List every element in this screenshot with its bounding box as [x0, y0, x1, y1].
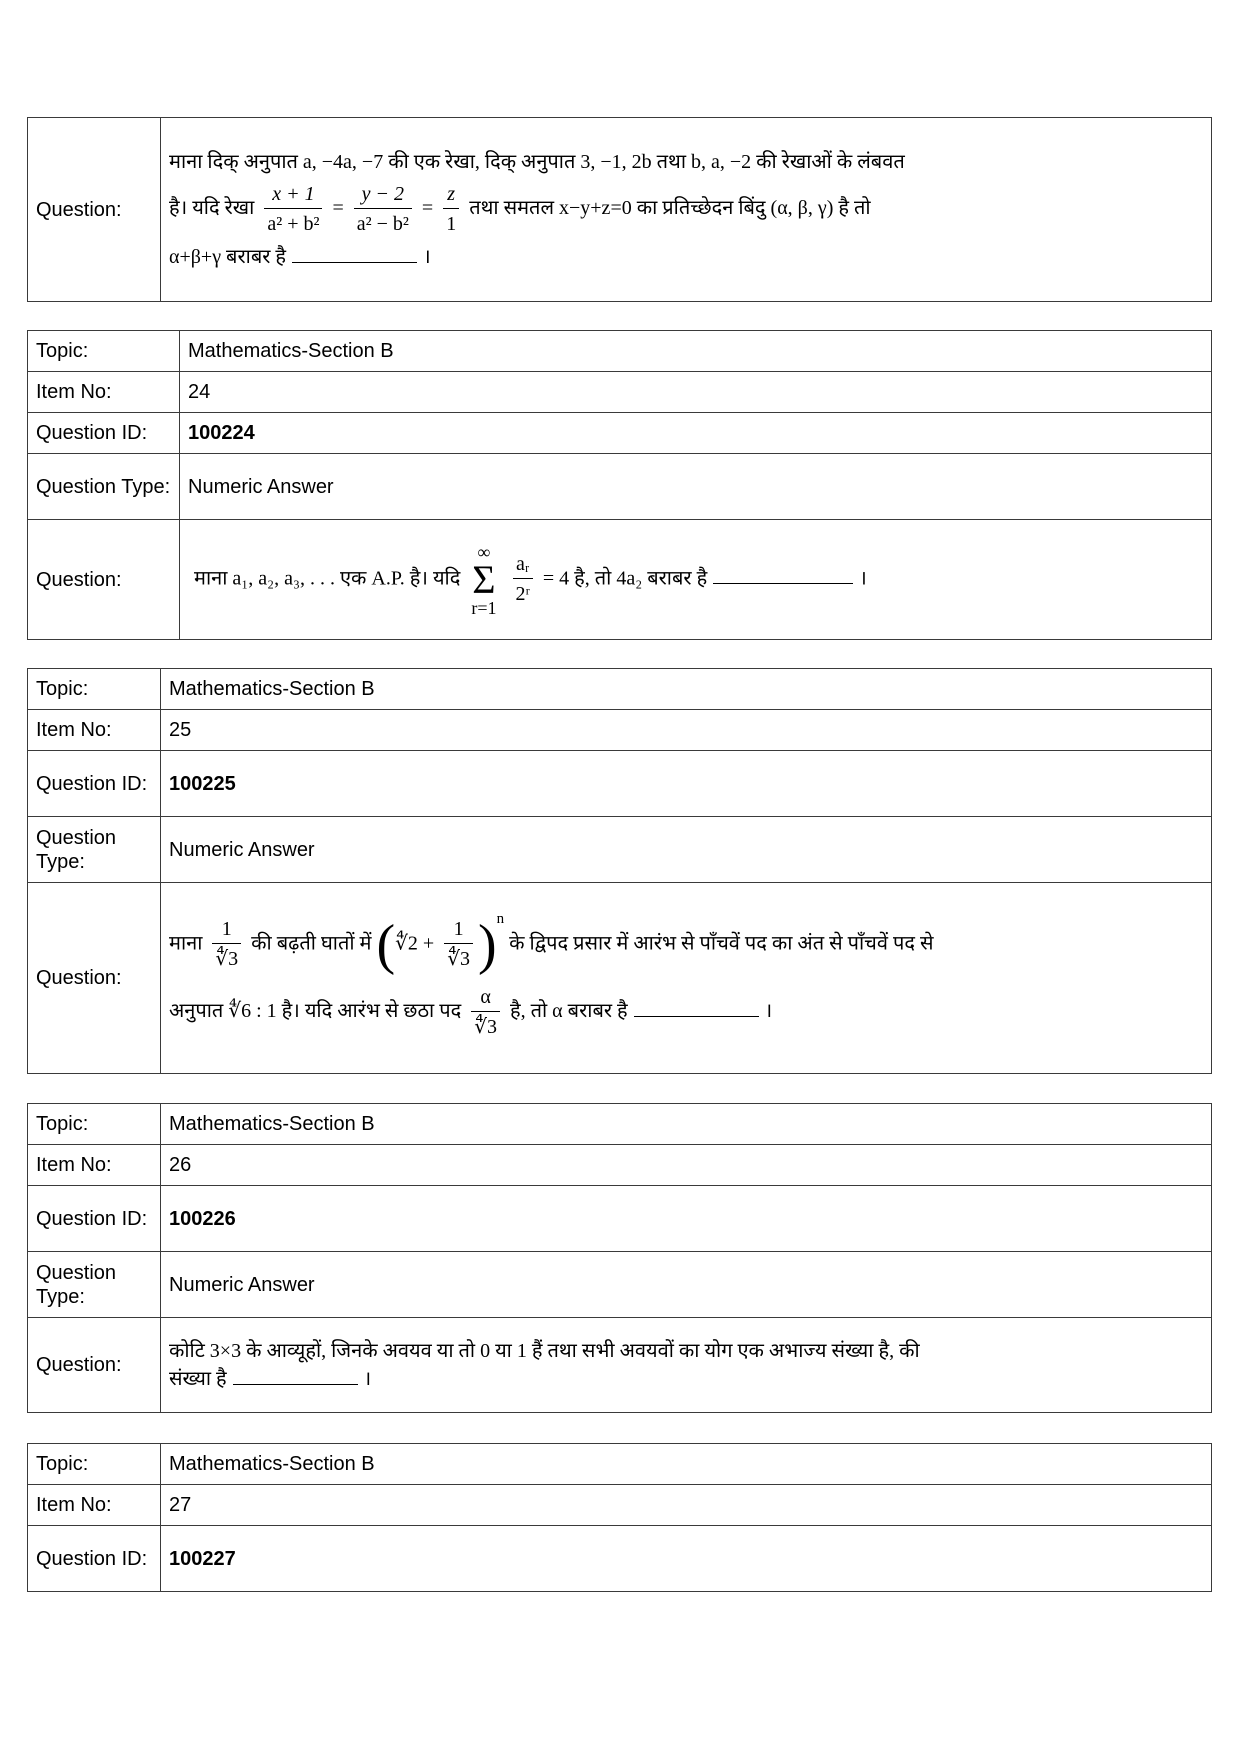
item-no-label: Item No: — [28, 1145, 161, 1186]
question-type-value: Numeric Answer — [161, 1252, 1212, 1318]
question-text: माना a₁, a₂, a₃, . . . एक A.P. है। यदि ∞ Σ r=1 $\frac{\text{aᵣ}}{\text{2ʳ}}$ = 4 है, तो 4a₂ बराबर है । — [180, 520, 1212, 640]
question-text — [161, 883, 1212, 1074]
topic-label: Topic: — [28, 1444, 161, 1485]
topic-label: Topic: — [28, 669, 161, 710]
question-id-label: Question ID: — [28, 751, 161, 817]
answer-blank — [292, 262, 417, 263]
question-id-label: Question ID: — [28, 413, 180, 454]
question-label: Question: — [28, 520, 180, 640]
summation: ∞ Σ r=1 — [471, 541, 497, 618]
item-no-label: Item No: — [28, 710, 161, 751]
question-type-value: Numeric Answer — [161, 817, 1212, 883]
topic-value: Mathematics-Section B — [180, 331, 1212, 372]
question-block-25 — [27, 668, 1212, 1074]
question-line-1: कोटि 3×3 के आव्यूहों, जिनके अवयव या तो 0 या 1 हैं तथा सभी अवयवों का योग एक अभाज्य संख्या है, की — [169, 1340, 920, 1362]
question-type-label: Question Type: — [28, 1252, 161, 1318]
question-line-2: है। यदि रेखा $\frac{x + 1}{\text{a² + b²}}$ = $\frac{y - 2}{\text{a² − b²}}$ = $\frac{z}{1}$ तथा समतल x−y+z=0 का प्रतिच्छेदन बिंदु (α, β, γ) है तो — [169, 180, 1203, 239]
question-block-23-tail — [27, 117, 1212, 302]
item-no-value: 24 — [180, 372, 1212, 413]
question-type-value: Numeric Answer — [180, 454, 1212, 520]
question-id-value: 100224 — [180, 413, 1212, 454]
topic-value: Mathematics-Section B — [161, 1444, 1212, 1485]
question-block-27 — [27, 1443, 1212, 1592]
fraction-alpha: $\frac{\alpha}{∜3}$ — [471, 983, 500, 1042]
question-label: Question: — [28, 1318, 161, 1413]
topic-value: Mathematics-Section B — [161, 669, 1212, 710]
question-line-1: माना दिक् अनुपात a, −4a, −7 की एक रेखा, दिक् अनुपात 3, −1, 2b तथा b, a, −2 की रेखाओं के लंबवत — [169, 151, 905, 173]
fraction-z: $\frac{z}{1}$ — [443, 180, 459, 239]
question-block-24 — [27, 330, 1212, 640]
question-block-26 — [27, 1103, 1212, 1413]
question-type-label: Question Type: — [28, 454, 180, 520]
question-id-label: Question ID: — [28, 1186, 161, 1252]
question-text — [161, 118, 1212, 302]
topic-label: Topic: — [28, 1104, 161, 1145]
question-type-label: Question Type: — [28, 817, 161, 883]
topic-label: Topic: — [28, 331, 180, 372]
question-id-value: 100226 — [161, 1186, 1212, 1252]
answer-blank — [713, 583, 853, 584]
item-no-label: Item No: — [28, 372, 180, 413]
item-no-value: 27 — [161, 1485, 1212, 1526]
question-text — [161, 1318, 1212, 1413]
question-id-value: 100225 — [161, 751, 1212, 817]
item-no-value: 25 — [161, 710, 1212, 751]
item-no-value: 26 — [161, 1145, 1212, 1186]
fraction-y: $\frac{y - 2}{\text{a² − b²}}$ — [354, 180, 412, 239]
question-id-label: Question ID: — [28, 1526, 161, 1592]
question-line-2: अनुपात ∜6 : 1 है। यदि आरंभ से छठा पद $\frac{\alpha}{∜3}$ है, तो α बराबर है । — [169, 983, 1203, 1042]
fraction-1-over-root3-b: $\frac{1}{∜3}$ — [444, 915, 473, 974]
question-line-2: संख्या है । — [169, 1368, 372, 1390]
answer-blank — [233, 1384, 358, 1385]
question-line-1: माना $\frac{1}{∜3}$ की बढ़ती घातों में (∜2 + $\frac{1}{∜3}$ )$^n$ के द्विपद प्रसार में आरंभ से पाँचवें पद का अंत से पाँचवें पद से — [169, 911, 934, 976]
question-line-3: α+β+γ बराबर है । — [169, 246, 431, 268]
question-label: Question: — [28, 883, 161, 1074]
item-no-label: Item No: — [28, 1485, 161, 1526]
question-id-value: 100227 — [161, 1526, 1212, 1592]
topic-value: Mathematics-Section B — [161, 1104, 1212, 1145]
fraction-1-over-root3: $\frac{1}{∜3}$ — [212, 915, 241, 974]
answer-blank — [634, 1016, 759, 1017]
fraction-x: $\frac{x + 1}{\text{a² + b²}}$ — [264, 180, 322, 239]
fraction-ar: $\frac{\text{aᵣ}}{\text{2ʳ}}$ — [513, 550, 533, 609]
question-label: Question: — [28, 118, 161, 302]
